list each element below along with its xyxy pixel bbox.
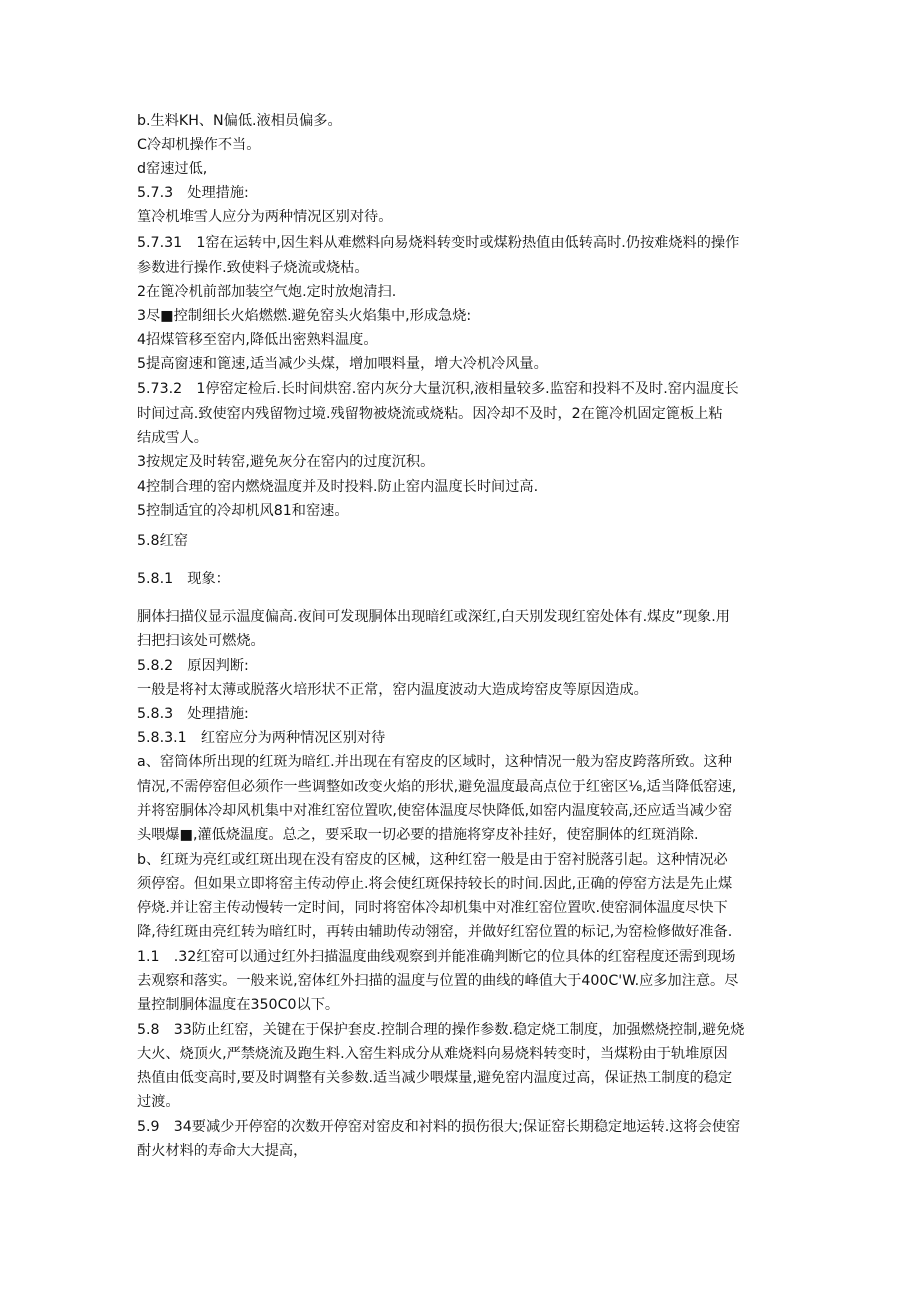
text-line: 5提高窗速和篦速,适当减少头煤，增加喂料量，增大冷机冷风量。 xyxy=(137,356,548,372)
text-line: 停烧.并让窑主传动慢转一定时间，同时将窑体冷却机集中对准红窑位置吹.使窑洞体温度尽快下 xyxy=(137,900,728,916)
text-line: 头喂爆■,灌低烧温度。总之，要采取一切必要的措施将穿皮补挂好，使窑胴体的红斑消除. xyxy=(137,827,699,843)
text-line: 篁冷机堆雪人应分为两种情况区别对待。 xyxy=(137,209,393,225)
section-heading: 5.8红窑 xyxy=(137,533,188,549)
text-line: 2在篦冷机前部加装空气炮.定时放炮清扫. xyxy=(137,284,397,300)
text-line: a、窑筒体所出现的红斑为暗红.并出现在有窑皮的区域时，这种情况一般为窑皮跨落所致。这种 xyxy=(137,754,732,770)
text-line: 一般是将衬太薄或脱落火培形状不正常，窑内温度波动大造成垮窑皮等原因造成。 xyxy=(137,682,648,698)
section-heading: 5.8.1 现象： xyxy=(137,571,230,587)
text-line: 降,待红斑由亮红转为暗红时，再转由辅助传动翎窑，并做好红窑位置的标记,为窑检修做好准备. xyxy=(137,924,733,940)
text-line: 5控制适宜的冷却机风81和窑速。 xyxy=(137,503,349,519)
text-line: 4招煤管移至窑内,降低出密熟料温度。 xyxy=(137,332,378,348)
text-line: 须停窑。但如果立即将窑主传动停止.将会使红斑保持较长的时间.因此,正确的停窑方法是先止煤 xyxy=(137,876,733,892)
text-line: 5.73.2 1停窑定检后.长时间烘窑.窑内灰分大量沉积,液相量较多.监窑和投料不及时.窑内温度长 xyxy=(137,381,739,397)
section-heading: 5.8.2 原因判断: xyxy=(137,658,249,674)
text-line: 并将窑胴体冷却风机集中对准红窑位置吹,使窑体温度尽快降低,如窑内温度较高,还应适当减少窑 xyxy=(137,803,733,819)
text-line: 4控制合理的窑内燃烧温度并及时投料.防止窑内温度长时间过高. xyxy=(137,479,539,495)
text-line: 情况,不需停窑但必须作一些调整如改变火焰的形状,避免温度最高点位于红密区⅛,适当降低窑速, xyxy=(137,779,737,795)
text-line: 过渡。 xyxy=(137,1094,180,1110)
text-line: 3按规定及时转窑,避免灰分在窑内的过度沉积。 xyxy=(137,454,435,470)
text-line: b、红斑为亮红或红斑出现在没有窑皮的区械，这种红窑一般是由于窑衬脱落引起。这种情况必 xyxy=(137,852,728,868)
text-line: 大火、烧顶火,严禁烧流及跑生料.入窑生料成分从难烧料向易烧料转变时，当煤粉由于轨堆原因 xyxy=(137,1046,728,1062)
text-line: 酎火材料的寿命大大提高， xyxy=(137,1143,308,1159)
text-line: 时间过高.致使窑内残留物过境.残留物被烧流或烧粘。因冷却不及时，2在篦冷机固定篦板上粘 xyxy=(137,406,723,422)
text-line: 5.7.31 1窑在运转中,因生料从难燃料向易烧料转变时或煤粉热值由低转高时.仍按难烧料的操作 xyxy=(137,235,740,251)
text-line: 3尽■控制细长火焰燃燃.避免窑头火焰集中,形成急烧: xyxy=(137,308,472,324)
text-line: 去观察和落实。一般来说,窑体红外扫描的温度与位置的曲线的峰值大于400C'W.应多加注意。尽 xyxy=(137,973,739,989)
text-line: 1.1 .32红窑可以通过红外扫描温度曲线观察到并能准确判断它的位具体的红窑程度还需到现场 xyxy=(137,949,736,965)
section-heading: 5.7.3 处理措施: xyxy=(137,185,249,201)
text-line: d窑速过低, xyxy=(137,161,208,177)
text-line: 参数进行操作.致使料子烧流或烧枯。 xyxy=(137,260,369,276)
text-line: 量控制胴体温度在350C0以下。 xyxy=(137,997,340,1013)
text-line: 热值由低变高时,要及时调整有关参数.适当减少喂煤量,避免窑内温度过高，保证热工制度的稳定 xyxy=(137,1070,733,1086)
text-line: 结成雪人。 xyxy=(137,430,208,446)
text-line: C冷却机操作不当。 xyxy=(137,137,261,153)
text-line: 扫把扫该处可燃烧。 xyxy=(137,633,265,649)
text-line: 5.9 34要减少开停窑的次数开停窑对窑皮和衬料的损伤很大;保证窑长期稳定地运转.这将会使窑 xyxy=(137,1119,741,1135)
text-line: 胴体扫描仪显示温度偏高.夜间可发现胴体出现暗红或深红,白天別发现红窑处体有.煤皮”现象.用 xyxy=(137,609,730,625)
text-line: 5.8 33防止红窑，关键在于保护套皮.控制合理的操作参数.稳定烧工制度，加强燃烧控制,避免烧 xyxy=(137,1022,745,1038)
section-heading: 5.8.3 处理措施: xyxy=(137,706,249,722)
section-heading: 5.8.3.1 红窑应分为两种情况区别对待 xyxy=(137,730,386,746)
text-line: b.生料KH、N偏低.液相员偏多。 xyxy=(137,113,342,129)
